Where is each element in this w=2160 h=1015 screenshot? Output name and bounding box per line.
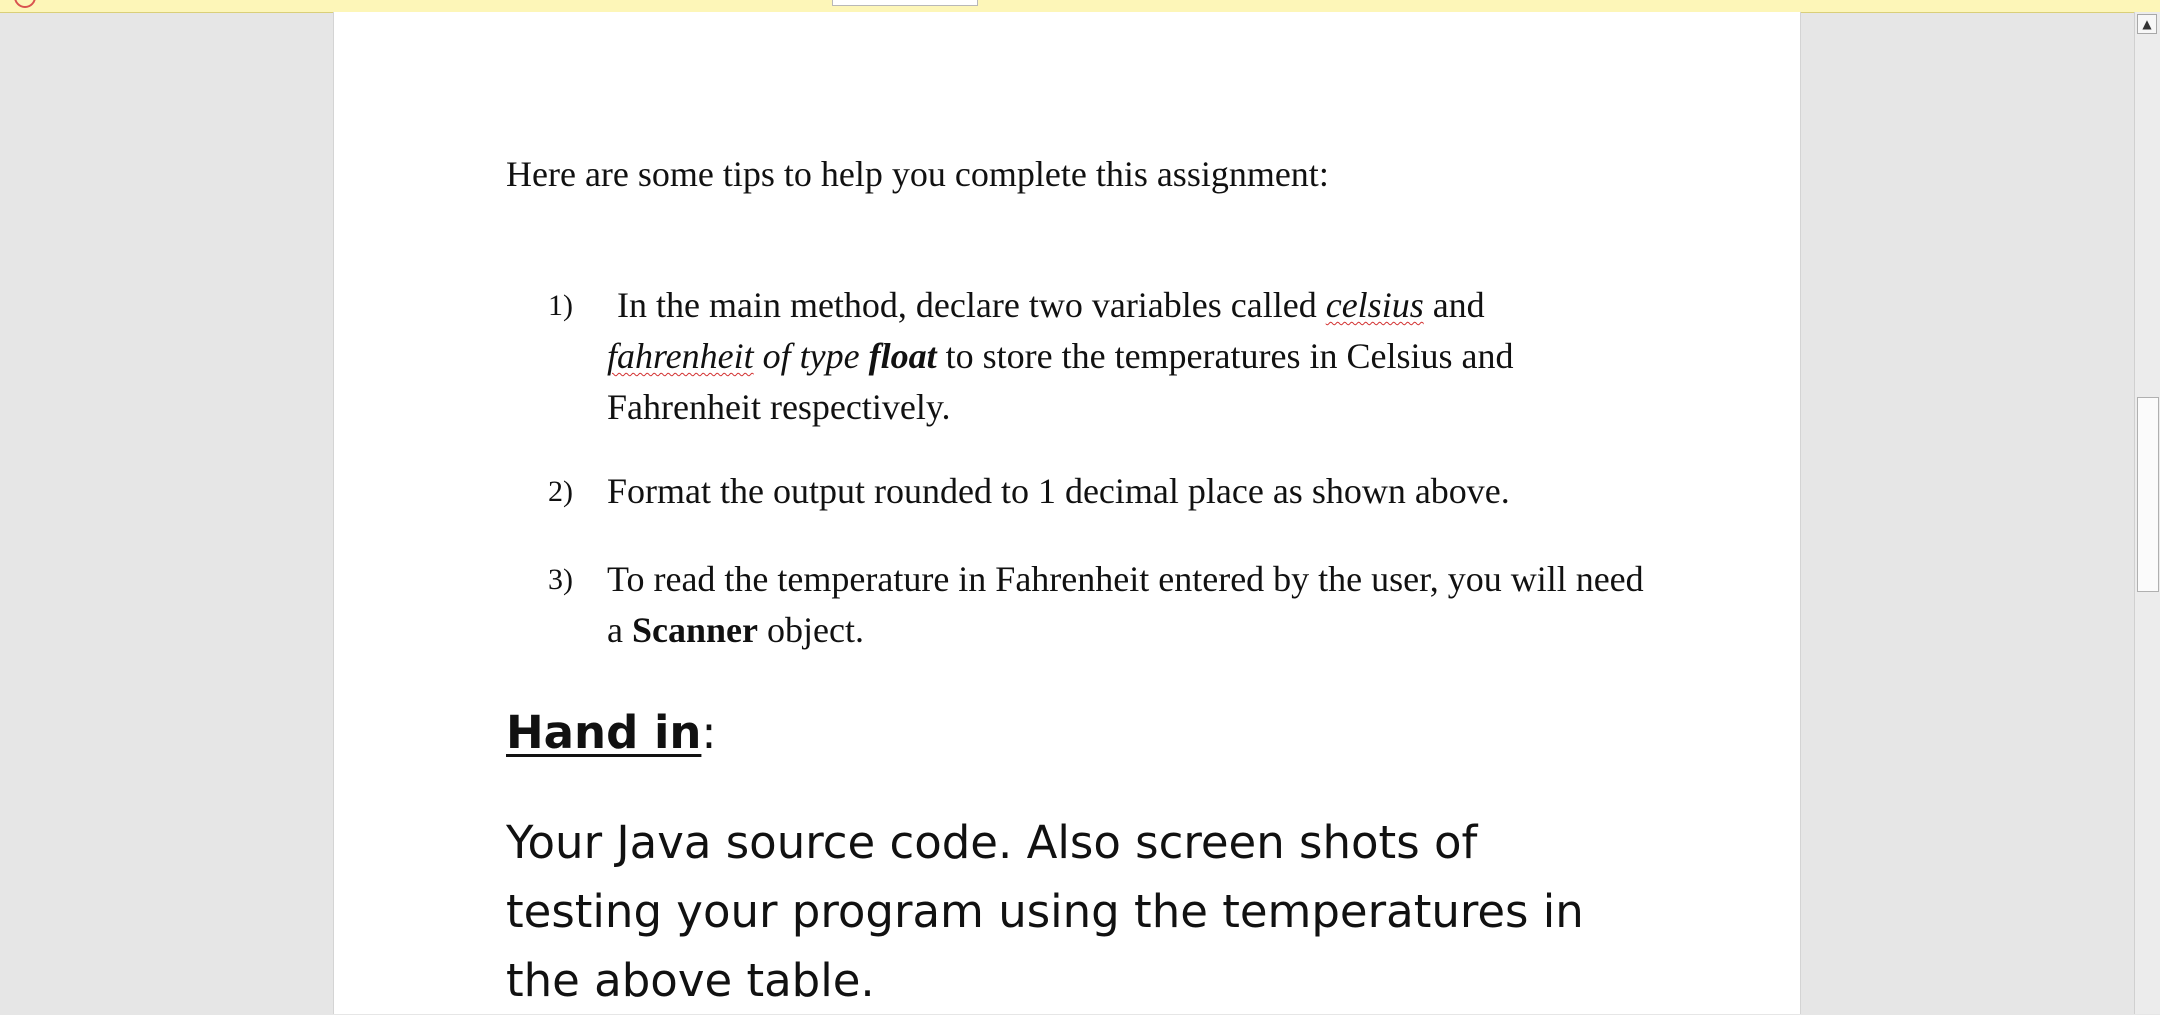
hand-in-text: Your Java source code. Also screen shots of testing your program using the temperatures in the above table. [506,816,1584,1007]
scanner-keyword: Scanner [631,610,758,650]
list-number: 1) [548,289,573,322]
document-page [333,12,1801,1014]
intro-paragraph: Here are some tips to help you complete this assignment: [506,154,1329,194]
list-item-text: Format the output rounded to 1 decimal place as shown above. [607,471,1510,511]
arrow-up-icon[interactable]: ▲ [2137,14,2157,34]
vertical-scrollbar[interactable] [2134,12,2160,1014]
scrollbar-thumb[interactable] [2137,397,2159,592]
list-number: 3) [548,563,573,596]
celsius-term: celsius [1325,285,1424,325]
float-keyword: float [868,336,937,376]
list-item-text: In the main method, declare two variables called celsius and fahrenheit of type float to store the temperatures in Celsius and Fahrenheit respectively. [607,285,1514,427]
list-number: 2) [548,475,573,508]
hand-in-heading: Hand in: [506,706,717,759]
fahrenheit-term: fahrenheit [607,336,754,376]
message-bar-field[interactable] [832,0,978,6]
list-item-text: To read the temperature in Fahrenheit entered by the user, you will need a Scanner object. [607,559,1644,650]
warning-icon [14,0,36,8]
